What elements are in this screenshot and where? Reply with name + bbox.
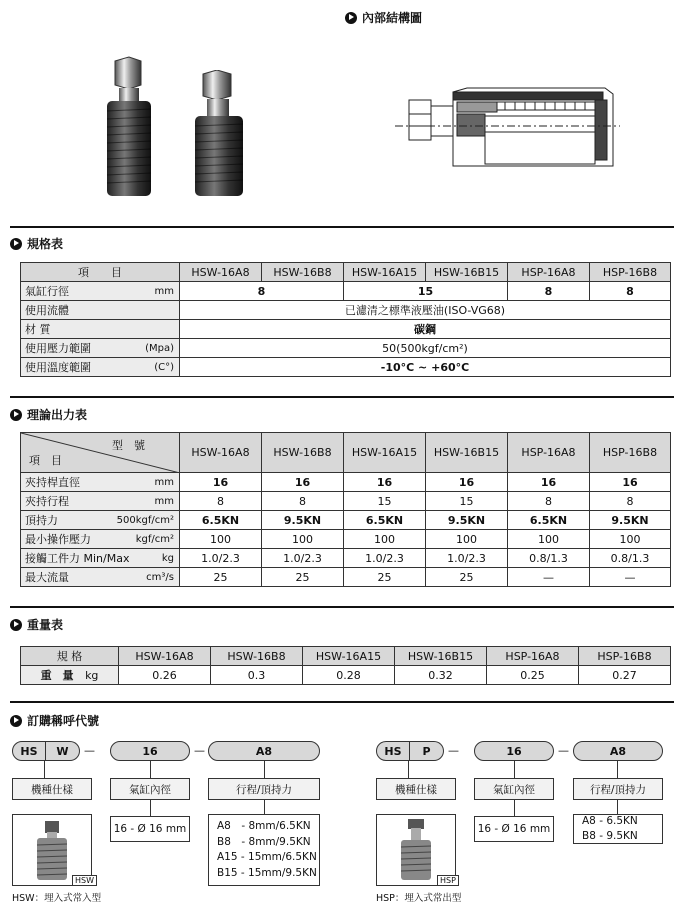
table-row: [21, 568, 671, 587]
force-value: 1.0/2.3: [426, 549, 508, 568]
table-row: [21, 530, 671, 549]
weight-value: 0.27: [579, 666, 671, 685]
spec-value: 已濾清之標準液壓油(ISO-VG68): [180, 301, 671, 320]
force-header-row: [21, 433, 671, 473]
spec-value: 8: [590, 282, 671, 301]
spec-row-fluid: [21, 301, 671, 320]
code-prefix: HS: [12, 741, 46, 761]
weight-spec-label: 規 格: [21, 647, 119, 666]
model-header: HSW-16B8: [211, 647, 303, 666]
force-value: 16: [262, 473, 344, 492]
row-label: 使用溫度範圍: [25, 360, 91, 374]
force-value: 0.8/1.3: [508, 549, 590, 568]
force-value: 16: [508, 473, 590, 492]
row-label: 頂持力: [25, 513, 58, 527]
stroke-force-label: 行程/頂持力: [573, 778, 663, 800]
force-value: 25: [344, 568, 426, 587]
force-value: 25: [262, 568, 344, 587]
row-label: 接觸工件力 Min/Max: [25, 551, 130, 565]
force-table-title: 理論出力表: [10, 406, 87, 423]
weight-unit: kg: [85, 668, 99, 682]
model-header: HSW-16A15: [303, 647, 395, 666]
force-value: 100: [508, 530, 590, 549]
section-divider: [10, 606, 674, 608]
play-bullet-icon: [345, 12, 357, 24]
hsp-caption: HSP：埋入式常出型: [376, 893, 462, 904]
order-code-size: 16: [474, 741, 554, 761]
spec-value: 碳鋼: [180, 320, 671, 339]
spec-row-pressure: [21, 339, 671, 358]
row-unit: mm: [154, 476, 174, 488]
type-spec-label: 機種仕樣: [376, 778, 456, 800]
row-unit: (Mpa): [145, 342, 174, 354]
force-value: 16: [426, 473, 508, 492]
model-header: HSP-16A8: [487, 647, 579, 666]
spec-item-header: 項 目: [21, 263, 180, 282]
model-header: HSW-16B8: [262, 433, 344, 473]
model-header: HSW-16B15: [426, 433, 508, 473]
play-bullet-icon: [10, 619, 22, 631]
hsw-cylinder-icon: [27, 817, 77, 883]
force-value: 100: [590, 530, 671, 549]
play-bullet-icon: [10, 409, 22, 421]
weight-value: 0.26: [119, 666, 211, 685]
force-value: 100: [344, 530, 426, 549]
code-prefix: HS: [376, 741, 410, 761]
row-unit: mm: [154, 495, 174, 507]
model-header: HSW-16A8: [180, 263, 262, 282]
force-value: 15: [426, 492, 508, 511]
hsw-caption: HSW：埋入式常入型: [12, 893, 102, 904]
order-code-type-hsw: [12, 741, 80, 761]
model-header: HSW-16A8: [119, 647, 211, 666]
force-value: 100: [262, 530, 344, 549]
force-value: 8: [262, 492, 344, 511]
play-bullet-icon: [10, 238, 22, 250]
model-header: HSW-16B15: [395, 647, 487, 666]
weight-label: 重 量: [40, 668, 74, 682]
model-header: HSW-16A15: [344, 433, 426, 473]
force-value: 25: [180, 568, 262, 587]
force-value: 1.0/2.3: [262, 549, 344, 568]
spec-table: [20, 262, 671, 377]
list-item: A15 - 15mm/6.5KN: [217, 851, 317, 863]
type-spec-label: 機種仕樣: [12, 778, 92, 800]
bore-value: 16 - Ø 16 mm: [110, 816, 190, 842]
code-type: W: [46, 741, 80, 761]
order-code-stroke: A8: [208, 741, 320, 761]
force-value: 9.5KN: [426, 511, 508, 530]
force-value: 8: [180, 492, 262, 511]
spec-value: 15: [344, 282, 508, 301]
force-value: 8: [508, 492, 590, 511]
force-value: —: [590, 568, 671, 587]
weight-value: 0.32: [395, 666, 487, 685]
row-unit: (C°): [154, 361, 174, 373]
internal-structure-title: 內部結構圖: [345, 9, 422, 26]
hsp-cylinder-icon: [391, 817, 441, 883]
section-divider: [10, 226, 674, 228]
weight-value: 0.3: [211, 666, 303, 685]
row-label: 氣缸行徑: [25, 284, 69, 298]
list-item: B8 - 8mm/9.5KN: [217, 835, 311, 848]
spec-value: 8: [508, 282, 590, 301]
list-item: A8 - 8mm/6.5KN: [217, 820, 311, 832]
model-header: HSW-16B8: [262, 263, 344, 282]
weight-value: 0.25: [487, 666, 579, 685]
force-value: 25: [426, 568, 508, 587]
model-header: HSP-16A8: [508, 433, 590, 473]
corner-item-label: 項 目: [29, 454, 62, 467]
spec-row-temp: [21, 358, 671, 377]
force-value: 1.0/2.3: [344, 549, 426, 568]
table-row: [21, 473, 671, 492]
weight-table-title: 重量表: [10, 616, 63, 633]
weight-header-row: [21, 647, 671, 666]
row-unit: mm: [154, 285, 174, 297]
row-label: 最小操作壓力: [25, 532, 91, 546]
weight-value: 0.28: [303, 666, 395, 685]
product-photo-hsp: [185, 70, 255, 200]
weight-table: [20, 646, 671, 685]
order-code-type-hsp: [376, 741, 444, 761]
table-row: [21, 511, 671, 530]
model-header: HSW-16B15: [426, 263, 508, 282]
order-code-title: 訂購稱呼代號: [10, 712, 99, 729]
code-type: P: [410, 741, 444, 761]
row-unit: 500kgf/cm²: [116, 514, 174, 526]
order-code-stroke: A8: [573, 741, 663, 761]
row-label: 夾持桿直徑: [25, 475, 80, 489]
force-value: 100: [426, 530, 508, 549]
row-label: 使用壓力範圍: [25, 341, 91, 355]
spec-row-material: [21, 320, 671, 339]
force-value: 1.0/2.3: [180, 549, 262, 568]
stroke-options-list: [208, 814, 320, 886]
spec-row-stroke: [21, 282, 671, 301]
force-value: 100: [180, 530, 262, 549]
stroke-force-label: 行程/頂持力: [208, 778, 320, 800]
spec-table-title: 規格表: [10, 235, 63, 252]
force-value: 9.5KN: [590, 511, 671, 530]
section-divider: [10, 396, 674, 398]
corner-type-label: 型 號: [112, 439, 145, 452]
list-item: B8 - 9.5KN: [582, 830, 638, 842]
table-row: [21, 549, 671, 568]
force-value: 9.5KN: [262, 511, 344, 530]
force-value: 16: [590, 473, 671, 492]
internal-structure-diagram: [395, 80, 625, 175]
model-header: HSW-16A15: [344, 263, 426, 282]
force-value: 6.5KN: [344, 511, 426, 530]
bore-label: 氣缸內徑: [110, 778, 190, 800]
bore-value: 16 - Ø 16 mm: [474, 816, 554, 842]
hsw-tag: HSW: [72, 875, 97, 886]
row-unit: kgf/cm²: [135, 533, 174, 545]
weight-value-row: [21, 666, 671, 685]
force-value: 8: [590, 492, 671, 511]
table-row: [21, 492, 671, 511]
order-code-size: 16: [110, 741, 190, 761]
play-bullet-icon: [10, 715, 22, 727]
spec-value: -10°C ~ +60°C: [180, 358, 671, 377]
bore-label: 氣缸內徑: [474, 778, 554, 800]
model-header: HSW-16A8: [180, 433, 262, 473]
model-header: HSP-16A8: [508, 263, 590, 282]
row-unit: kg: [161, 552, 174, 564]
spec-value: 50(500kgf/cm²): [180, 339, 671, 358]
force-value: 16: [344, 473, 426, 492]
force-corner-cell: [21, 433, 180, 473]
force-value: —: [508, 568, 590, 587]
force-value: 0.8/1.3: [590, 549, 671, 568]
force-value: 16: [180, 473, 262, 492]
force-table: [20, 432, 671, 587]
force-value: 6.5KN: [180, 511, 262, 530]
spec-value: 8: [180, 282, 344, 301]
row-label: 材 質: [21, 320, 180, 339]
row-label: 最大流量: [25, 570, 69, 584]
row-label: 夾持行程: [25, 494, 69, 508]
row-label: 使用流體: [21, 301, 180, 320]
list-item: B15 - 15mm/9.5KN: [217, 866, 317, 879]
force-value: 15: [344, 492, 426, 511]
stroke-options-list: [573, 814, 663, 844]
list-item: A8 - 6.5KN: [582, 814, 638, 827]
model-header: HSP-16B8: [590, 263, 671, 282]
model-header: HSP-16B8: [579, 647, 671, 666]
section-divider: [10, 701, 674, 703]
product-photo-hsw: [95, 55, 165, 200]
row-unit: cm³/s: [146, 571, 174, 583]
force-value: 6.5KN: [508, 511, 590, 530]
spec-header-row: [21, 263, 671, 282]
hsp-tag: HSP: [437, 875, 459, 886]
model-header: HSP-16B8: [590, 433, 671, 473]
